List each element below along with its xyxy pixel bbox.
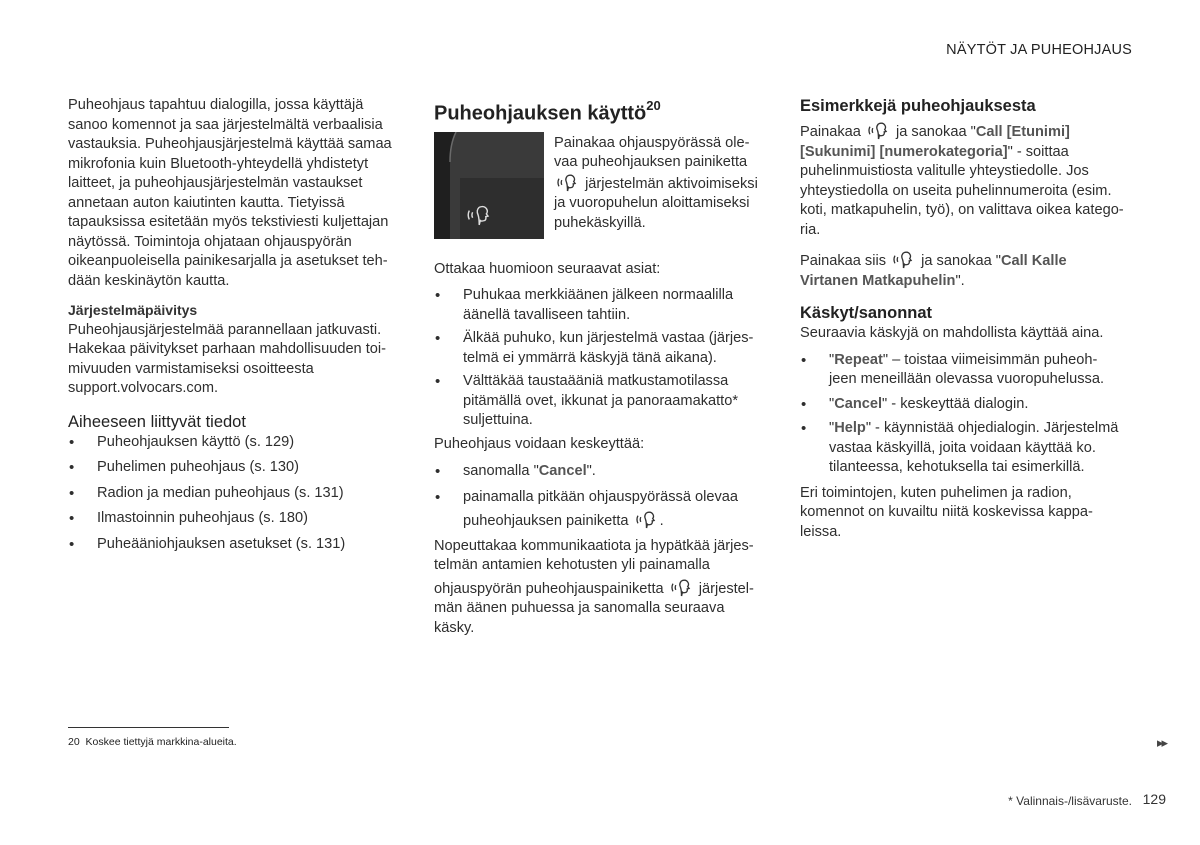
examples-heading: Esimerkkejä puheohjauksesta (800, 97, 1036, 115)
footnote-ref: 20 (646, 98, 661, 113)
speed-paragraph: Nopeuttakaa kommunikaatiota ja hypätkää järjes- telmän antamien kehotusten yli painamalla ohjauspyörän puheohjauspainiketta järjestel- män äänen puhuessa ja sanomalla seuraava käsky. (434, 537, 754, 636)
voice-control-icon (670, 578, 693, 597)
related-link-4[interactable]: • Ilmastoinnin puheohjaus (s. 180) (68, 509, 408, 529)
notice-item: • Älkää puhuko, kun järjestelmä vastaa (järjes- telmä ei ymmärrä käskyjä tänä aikana). (434, 329, 774, 368)
update-paragraph: Puheohjausjärjestelmää parannellaan jatkuvasti. Hakekaa päivitykset parhaan mahdollisuuden toi- mivuuden varmistamiseksi osoitteesta support.volvocars.com. (68, 321, 387, 396)
related-link-2[interactable]: • Puhelimen puheohjaus (s. 130) (68, 458, 408, 478)
related-list (68, 433, 408, 555)
notice-item: • Välttäkää taustaääniä matkustamotilassa pitämällä ovet, ikkunat ja panoraamakatto* suljettuina. (434, 372, 774, 431)
intro-paragraph: Puheohjaus tapahtuu dialogilla, jossa käyttäjä sanoo komennot ja saa järjestelmältä verbaalisia vastauksia. Puheohjausjärjestelmä käyttää samaa mikrofonia kuin Bluetooth-yhteydellä yhdistetyt laitteet, ja puheohjausjärjestelmän vastaukset annetaan auton kaiutinten kautta. Tietyissä tapauksissa esitetään myös tekstiviesti kuljettajan näytössä. Toimintoja ohjataan ohjauspyörän oikeanpuoleisella painikesarjalla ja asetukset teh- dään keskinäytön kautta. (68, 97, 392, 289)
voice-control-icon (892, 250, 915, 269)
figure-block (434, 132, 774, 242)
notice-item: • Puhukaa merkkiäänen jälkeen normaalilla äänellä tavalliseen tahtiin. (434, 286, 774, 325)
next-page-arrows-icon[interactable]: ▸▸ (1156, 735, 1166, 750)
column-left (68, 96, 408, 554)
cancel-item: • painamalla pitkään ohjauspyörässä olevaa puheohjauksen painiketta . (434, 488, 774, 532)
cancel-list (434, 462, 774, 532)
voice-control-icon (556, 173, 579, 192)
related-heading: Aiheeseen liittyvät tiedot (68, 412, 246, 431)
commands-heading: Käskyt/sanonnat (800, 304, 933, 322)
commands-list (800, 351, 1140, 478)
steering-wheel-button-image (434, 132, 544, 239)
voice-control-icon (867, 121, 890, 140)
related-link-3[interactable]: • Radion ja median puheohjaus (s. 131) (68, 484, 408, 504)
footnote-divider (68, 727, 229, 728)
closing-paragraph: Eri toimintojen, kuten puhelimen ja radion, komennot on kuvailtu niitä koskevissa kappa- leissa. (800, 484, 1093, 540)
command-item: • "Help" - käynnistää ohjedialogin. Järjestelmä vastaa käskyillä, joita voidaan käyttää ko. tilanteessa, kehotuksella tai esimerkillä. (800, 419, 1140, 478)
page-number: 129 (1142, 791, 1166, 807)
section-heading: Puheohjauksen käyttö$^{20}$ (434, 98, 661, 125)
cancel-intro: Puheohjaus voidaan keskeyttää: (434, 435, 645, 452)
column-middle (434, 96, 774, 638)
figure-caption: Painakaa ohjauspyörässä ole- vaa puheohjauksen painiketta järjestelmän aktivoimiseksi ja vuoropuhelun aloittamiseksi puhekäskyillä. (554, 134, 758, 231)
optional-equipment-note: * Valinnais-/lisävaruste. (1008, 794, 1132, 808)
related-link-5[interactable]: • Puheääniohjauksen asetukset (s. 131) (68, 535, 408, 555)
update-heading: Järjestelmäpäivitys (68, 302, 198, 318)
footnote: 20 Koskee tiettyjä markkina-alueita. (68, 736, 237, 748)
related-link-1[interactable]: • Puheohjauksen käyttö (s. 129) (68, 433, 408, 453)
example-1: Painakaa ja sanokaa "Call [Etunimi] [Sukunimi] [numerokategoria]" - soittaa puhelinmuistiosta valitulle yhteystiedolle. Jos yhteystiedolla on useita puhelinnumeroita (esim. koti, matkapuhelin, työ), on valittava oikea katego- ria. (800, 121, 1140, 240)
column-right (800, 96, 1140, 542)
commands-intro: Seuraavia käskyjä on mahdollista käyttää aina. (800, 325, 1104, 341)
voice-control-icon (635, 510, 658, 529)
command-item: • "Repeat" – toistaa viimeisimmän puheoh- jeen meneillään olevassa vuoropuhelussa. (800, 351, 1140, 390)
cancel-item: • sanomalla "Cancel". (434, 462, 774, 482)
notice-list (434, 286, 774, 431)
page-header: NÄYTÖT JA PUHEOHJAUS (946, 42, 1132, 58)
example-2: Painakaa siis ja sanokaa "Call Kalle Virtanen Matkapuhelin". (800, 250, 1140, 291)
command-item: • "Cancel" - keskeyttää dialogin. (800, 395, 1140, 415)
notice-intro: Ottakaa huomioon seuraavat asiat: (434, 260, 661, 277)
